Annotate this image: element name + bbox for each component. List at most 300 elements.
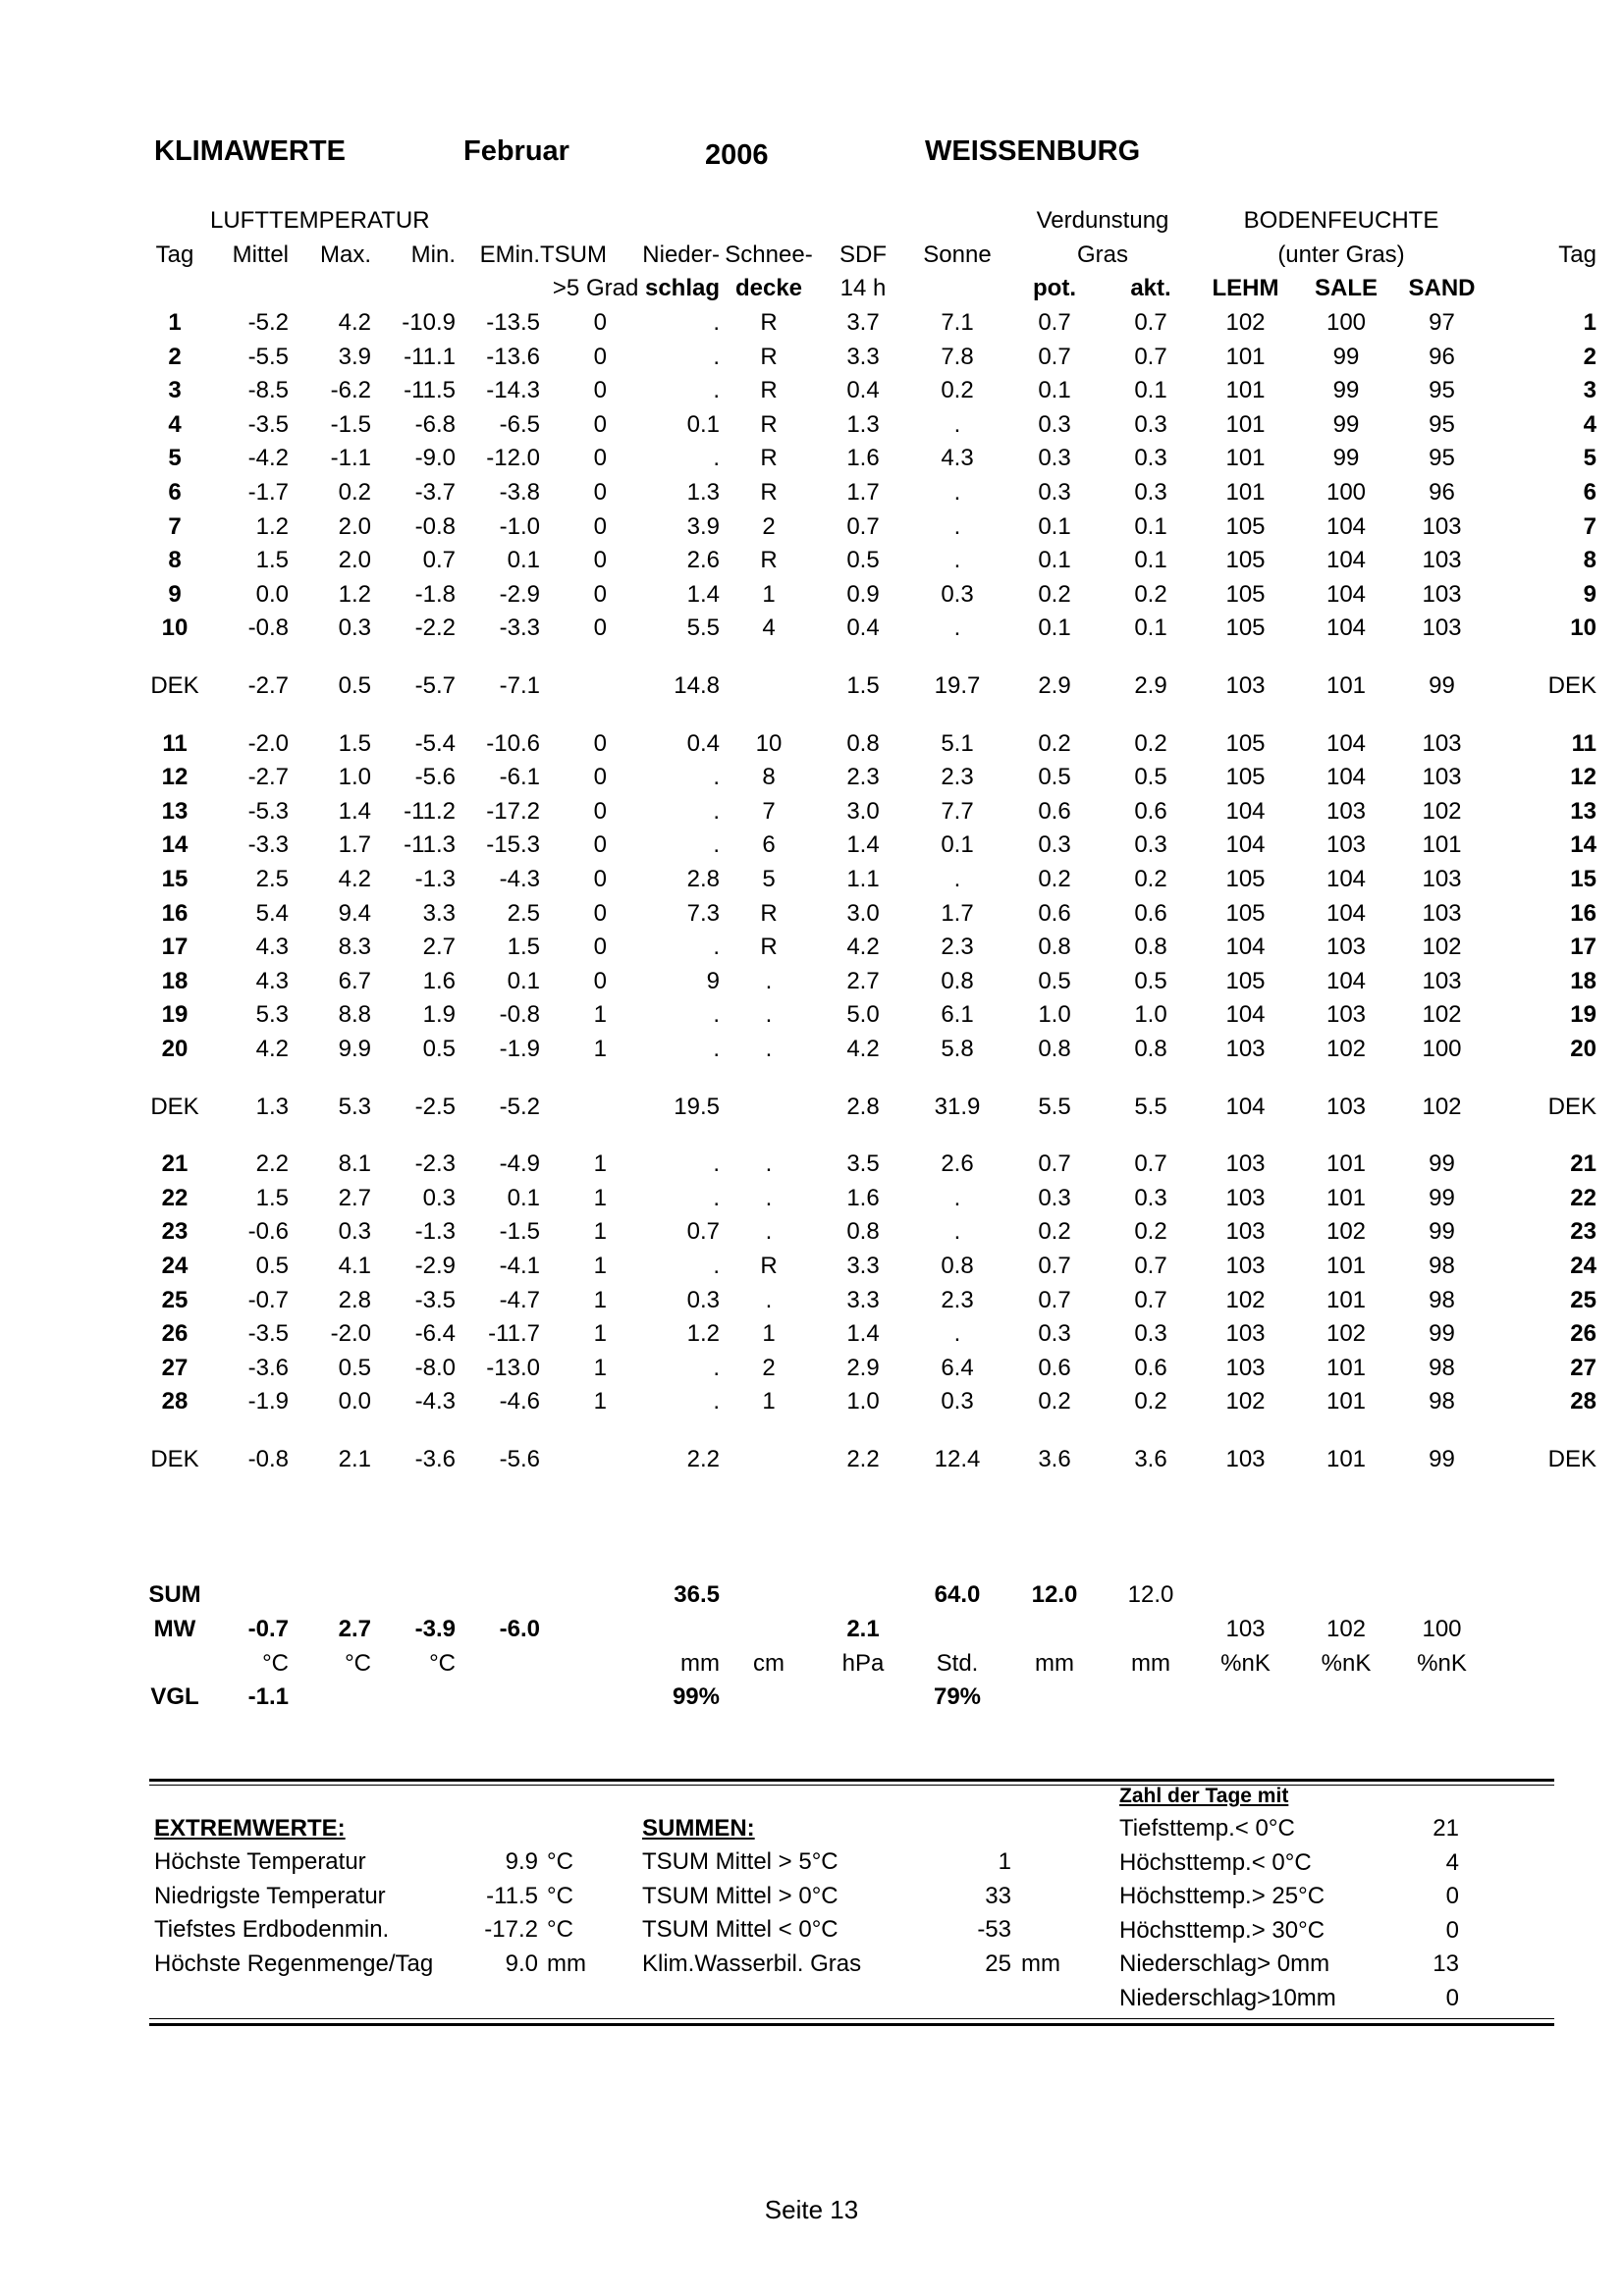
cell-tsum bbox=[540, 1090, 607, 1124]
cell-pot: 0.3 bbox=[1038, 1184, 1071, 1211]
cell-tag: 20 bbox=[161, 1035, 189, 1062]
cell-nieder bbox=[607, 1613, 720, 1647]
cell-sonne: . bbox=[953, 479, 961, 507]
cell-sand: 103 bbox=[1422, 729, 1462, 757]
cell-emin: -7.1 bbox=[499, 672, 540, 700]
cell-sdf: 3.3 bbox=[846, 343, 880, 370]
cell-emin: 0.1 bbox=[507, 1184, 540, 1211]
cell-max: 4.2 bbox=[338, 865, 371, 892]
cell-lehm: 105 bbox=[1225, 967, 1266, 994]
cell-tag: 1 bbox=[168, 309, 182, 337]
cell-emin: 1.5 bbox=[507, 934, 540, 961]
cell-tsum: 0 bbox=[593, 934, 607, 961]
cell-tsum: 1 bbox=[593, 1001, 607, 1029]
cell-sonne: 7.7 bbox=[941, 797, 974, 825]
days-count-value: 0 bbox=[1445, 1916, 1459, 1944]
cell-tsum bbox=[540, 1646, 607, 1681]
climate-table bbox=[145, 204, 1596, 1715]
cell-tag: 21 bbox=[161, 1150, 189, 1178]
cell-sonne: 0.3 bbox=[941, 1388, 974, 1415]
cell-mittel: -0.7 bbox=[247, 1616, 289, 1643]
cell-tsum: 0 bbox=[593, 445, 607, 472]
cell-akt: 5.5 bbox=[1134, 1093, 1167, 1120]
cell-tag-right: DEK bbox=[1547, 1445, 1596, 1472]
cell-pot: 0.2 bbox=[1038, 580, 1071, 608]
cell-sdf: 3.0 bbox=[846, 899, 880, 927]
cell-nieder: 2.8 bbox=[686, 865, 720, 892]
cell-pot bbox=[1006, 1681, 1103, 1715]
cell-emin: -3.3 bbox=[499, 614, 540, 642]
cell-nieder: . bbox=[713, 1001, 720, 1029]
cell-lehm: 105 bbox=[1225, 764, 1266, 791]
cell-sonne: . bbox=[953, 547, 961, 574]
cell-lehm: 103 bbox=[1225, 1354, 1266, 1381]
extreme-value: -11.5 bbox=[486, 1882, 538, 1909]
cell-tag-right: 3 bbox=[1583, 377, 1596, 404]
cell-tag-right: 7 bbox=[1583, 512, 1596, 540]
cell-akt: 0.1 bbox=[1134, 547, 1167, 574]
cell-nieder: 9 bbox=[706, 967, 720, 994]
cell-schnee: R bbox=[760, 410, 778, 438]
cell-tag: 19 bbox=[161, 1001, 189, 1029]
cell-tsum: 0 bbox=[593, 410, 607, 438]
extreme-value: 9.0 bbox=[505, 1949, 538, 1977]
cell-sand: 99 bbox=[1429, 1445, 1455, 1472]
day-row bbox=[145, 964, 1596, 998]
cell-nieder: 0.3 bbox=[686, 1286, 720, 1313]
cell-schnee: 8 bbox=[762, 764, 776, 791]
cell-mittel: 4.3 bbox=[255, 967, 289, 994]
cell-sale: 102 bbox=[1325, 1616, 1367, 1643]
cell-pot: 0.6 bbox=[1038, 1354, 1071, 1381]
cell-min: -4.3 bbox=[414, 1388, 456, 1415]
cell-pot: 0.3 bbox=[1038, 479, 1071, 507]
days-count-value: 0 bbox=[1445, 1985, 1459, 2011]
cell-sale: 101 bbox=[1325, 1252, 1367, 1279]
cell-min: -2.3 bbox=[414, 1150, 456, 1178]
cell-sale: 99 bbox=[1332, 377, 1360, 404]
cell-lehm: 103 bbox=[1225, 1320, 1266, 1348]
cell-tag-right: 17 bbox=[1570, 934, 1596, 961]
cell-sonne: 19.7 bbox=[934, 672, 981, 700]
cell-pot: 0.7 bbox=[1038, 1252, 1071, 1279]
cell-tag: 24 bbox=[161, 1252, 189, 1279]
col-min: Min. bbox=[410, 240, 456, 268]
cell-sdf: 1.1 bbox=[846, 865, 880, 892]
cell-tag-right: 23 bbox=[1570, 1218, 1596, 1246]
day-row bbox=[145, 1148, 1596, 1182]
cell-schnee: . bbox=[765, 967, 773, 994]
cell-pot: 0.6 bbox=[1038, 899, 1071, 927]
cell-max: 0.2 bbox=[338, 479, 371, 507]
cell-sale: 102 bbox=[1325, 1218, 1367, 1246]
cell-sonne: . bbox=[953, 1320, 961, 1348]
sum-row bbox=[145, 1578, 1596, 1613]
cell-lehm: 102 bbox=[1225, 1286, 1266, 1313]
cell-min bbox=[371, 1578, 456, 1613]
cell-sale: 101 bbox=[1325, 672, 1367, 700]
row-spacer bbox=[145, 703, 1596, 726]
cell-sonne: 4.3 bbox=[941, 445, 974, 472]
cell-nieder: 2.6 bbox=[686, 547, 720, 574]
cell-emin: -13.5 bbox=[486, 309, 540, 337]
cell-tsum: 0 bbox=[593, 764, 607, 791]
cell-tsum: 0 bbox=[593, 343, 607, 370]
cell-lehm: 104 bbox=[1225, 797, 1266, 825]
col-tag: Tag bbox=[155, 240, 194, 268]
cell-sonne: 0.8 bbox=[941, 1252, 974, 1279]
cell-schnee: 1 bbox=[762, 1320, 776, 1348]
cell-min: 2.7 bbox=[422, 934, 456, 961]
cell-max: 6.7 bbox=[338, 967, 371, 994]
cell-tag-right: 4 bbox=[1583, 410, 1596, 438]
cell-tsum: 1 bbox=[593, 1184, 607, 1211]
cell-min: -3.6 bbox=[414, 1445, 456, 1472]
cell-tsum: 0 bbox=[593, 865, 607, 892]
cell-sonne: 6.1 bbox=[941, 1001, 974, 1029]
cell-lehm: 105 bbox=[1225, 547, 1266, 574]
cell-sand: 98 bbox=[1429, 1388, 1455, 1415]
cell-tag: 13 bbox=[161, 797, 189, 825]
cell-sonne: . bbox=[953, 614, 961, 642]
day-row bbox=[145, 374, 1596, 408]
cell-max: 0.0 bbox=[338, 1388, 371, 1415]
cell-akt: mm bbox=[1131, 1649, 1170, 1677]
cell-tsum: 0 bbox=[593, 479, 607, 507]
cell-schnee: R bbox=[760, 934, 778, 961]
cell-akt: 0.5 bbox=[1134, 764, 1167, 791]
cell-min: 0.7 bbox=[422, 547, 456, 574]
cell-akt: 0.3 bbox=[1134, 445, 1167, 472]
cell-akt: 0.7 bbox=[1134, 1252, 1167, 1279]
cell-nieder: . bbox=[713, 377, 720, 404]
cell-sonne bbox=[908, 1613, 1006, 1647]
report-header bbox=[0, 135, 1623, 175]
cell-mittel: 5.4 bbox=[255, 899, 289, 927]
cell-akt: 0.8 bbox=[1134, 934, 1167, 961]
cell-nieder: 14.8 bbox=[674, 672, 720, 700]
cell-tag: 5 bbox=[168, 445, 182, 472]
cell-lehm: 101 bbox=[1225, 445, 1266, 472]
cell-sonne: 2.6 bbox=[941, 1150, 974, 1178]
cell-min: -6.4 bbox=[414, 1320, 456, 1348]
cell-min: -5.4 bbox=[414, 729, 456, 757]
cell-lehm: 101 bbox=[1225, 343, 1266, 370]
cell-tag: VGL bbox=[150, 1683, 199, 1711]
divider-top-thin bbox=[149, 1785, 1554, 1786]
extreme-unit: mm bbox=[547, 1949, 586, 1977]
cell-tag-right: 22 bbox=[1570, 1184, 1596, 1211]
cell-tag-right: 13 bbox=[1570, 797, 1596, 825]
cell-sdf: 3.5 bbox=[846, 1150, 880, 1178]
cell-max: -6.2 bbox=[330, 377, 371, 404]
cell-sale: 101 bbox=[1325, 1445, 1367, 1472]
cell-nieder: 3.9 bbox=[686, 512, 720, 540]
cell-emin: -3.8 bbox=[499, 479, 540, 507]
cell-emin: -1.0 bbox=[499, 512, 540, 540]
col-sdf: SDF bbox=[839, 240, 887, 268]
day-row bbox=[145, 408, 1596, 443]
day-row bbox=[145, 863, 1596, 897]
cell-tsum: 1 bbox=[593, 1320, 607, 1348]
cell-schnee bbox=[720, 1578, 818, 1613]
cell-mittel: -3.5 bbox=[247, 1320, 289, 1348]
day-row bbox=[145, 896, 1596, 931]
cell-emin: -4.6 bbox=[499, 1388, 540, 1415]
cell-lehm: 105 bbox=[1225, 614, 1266, 642]
cell-emin: -17.2 bbox=[486, 797, 540, 825]
cell-sale: 104 bbox=[1325, 580, 1367, 608]
day-row bbox=[145, 931, 1596, 965]
day-row bbox=[145, 795, 1596, 829]
col-lehm: LEHM bbox=[1212, 275, 1279, 302]
extremes-heading: EXTREMWERTE: bbox=[154, 1815, 346, 1842]
cell-tsum bbox=[540, 1613, 607, 1647]
cell-sand: 95 bbox=[1429, 445, 1455, 472]
cell-sale: 99 bbox=[1332, 343, 1360, 370]
cell-tag: DEK bbox=[150, 1093, 199, 1120]
col-14h: 14 h bbox=[839, 275, 887, 302]
column-header-row bbox=[145, 239, 1596, 273]
cell-pot: 0.1 bbox=[1038, 512, 1071, 540]
cell-pot: 3.6 bbox=[1038, 1445, 1071, 1472]
cell-akt: 0.6 bbox=[1134, 1354, 1167, 1381]
col-akt: akt. bbox=[1130, 275, 1171, 302]
cell-tag-right bbox=[1484, 1578, 1596, 1613]
cell-tag: DEK bbox=[150, 1445, 199, 1472]
cell-sand: 98 bbox=[1429, 1252, 1455, 1279]
page-number: Seite 13 bbox=[764, 2195, 859, 2224]
sum-value: 1 bbox=[998, 1848, 1011, 1875]
day-row bbox=[145, 761, 1596, 795]
cell-emin: -10.6 bbox=[486, 729, 540, 757]
col-max: Max. bbox=[319, 240, 371, 268]
cell-sdf: 1.0 bbox=[846, 1388, 880, 1415]
cell-max: 9.4 bbox=[338, 899, 371, 927]
cell-tsum: 1 bbox=[593, 1354, 607, 1381]
cell-sonne: . bbox=[953, 1184, 961, 1211]
cell-tag: DEK bbox=[150, 672, 199, 700]
cell-sand: 96 bbox=[1429, 479, 1455, 507]
divider-bottom bbox=[149, 2023, 1554, 2026]
cell-schnee: cm bbox=[753, 1649, 784, 1677]
cell-mittel: -1.7 bbox=[247, 479, 289, 507]
cell-emin: 0.1 bbox=[507, 547, 540, 574]
cell-akt: 0.3 bbox=[1134, 1320, 1167, 1348]
cell-tag-right bbox=[1484, 1646, 1596, 1681]
cell-sdf: 0.9 bbox=[846, 580, 880, 608]
days-count-label: Tiefsttemp.< 0°C bbox=[1119, 1815, 1295, 1842]
cell-max bbox=[289, 1681, 371, 1715]
cell-mittel: 2.2 bbox=[255, 1150, 289, 1178]
day-row bbox=[145, 1250, 1596, 1284]
cell-min: -2.2 bbox=[414, 614, 456, 642]
cell-min: -11.1 bbox=[404, 343, 456, 370]
cell-sdf: hPa bbox=[841, 1649, 885, 1677]
cell-sdf: 1.3 bbox=[846, 410, 880, 438]
extreme-value: 9.9 bbox=[505, 1848, 538, 1875]
cell-min: -1.8 bbox=[414, 580, 456, 608]
cell-tsum: 0 bbox=[593, 512, 607, 540]
cell-sdf: 2.7 bbox=[846, 967, 880, 994]
cell-sand: 100 bbox=[1422, 1035, 1462, 1062]
cell-max: 0.3 bbox=[338, 1218, 371, 1246]
cell-nieder: . bbox=[713, 445, 720, 472]
cell-sand: 103 bbox=[1422, 764, 1462, 791]
cell-tsum: 0 bbox=[593, 547, 607, 574]
cell-max bbox=[289, 1578, 371, 1613]
cell-schnee: R bbox=[760, 899, 778, 927]
cell-mittel: -0.8 bbox=[247, 614, 289, 642]
cell-max: 2.1 bbox=[338, 1445, 371, 1472]
cell-mittel: -4.2 bbox=[247, 445, 289, 472]
cell-tag: 14 bbox=[161, 831, 189, 859]
cell-sale: 104 bbox=[1325, 865, 1367, 892]
cell-mittel: -1.1 bbox=[247, 1683, 289, 1711]
cell-lehm: 103 bbox=[1225, 672, 1266, 700]
sum-label: TSUM Mittel > 0°C bbox=[642, 1882, 839, 1909]
cell-pot: 0.2 bbox=[1038, 1218, 1071, 1246]
cell-max: °C bbox=[345, 1649, 371, 1677]
cell-sale: 102 bbox=[1325, 1320, 1367, 1348]
cell-tag: 6 bbox=[168, 479, 182, 507]
cell-tag-right: 16 bbox=[1570, 899, 1596, 927]
col-emin: EMin. bbox=[479, 240, 540, 268]
cell-emin: -5.6 bbox=[499, 1445, 540, 1472]
cell-tag: 15 bbox=[161, 865, 189, 892]
units-row bbox=[145, 1646, 1596, 1681]
cell-nieder: . bbox=[713, 1252, 720, 1279]
dekade-row bbox=[145, 1443, 1596, 1477]
days-count-label: Höchsttemp.> 30°C bbox=[1119, 1916, 1325, 1944]
cell-sonne: 0.3 bbox=[941, 580, 974, 608]
cell-mittel: 4.3 bbox=[255, 934, 289, 961]
cell-schnee bbox=[720, 1613, 818, 1647]
days-count-label: Niederschlag> 0mm bbox=[1119, 1950, 1330, 1978]
cell-nieder: 5.5 bbox=[686, 614, 720, 642]
cell-tag: 10 bbox=[161, 614, 189, 642]
cell-sale: 100 bbox=[1325, 309, 1367, 337]
cell-sonne: 5.8 bbox=[941, 1035, 974, 1062]
cell-pot: 0.7 bbox=[1038, 309, 1071, 337]
cell-tag: 23 bbox=[161, 1218, 189, 1246]
cell-sand: 102 bbox=[1422, 934, 1462, 961]
cell-tsum: 0 bbox=[593, 729, 607, 757]
cell-sonne: 7.1 bbox=[941, 309, 974, 337]
cell-emin: -13.6 bbox=[486, 343, 540, 370]
cell-lehm: 101 bbox=[1225, 377, 1266, 404]
cell-mittel: -2.7 bbox=[247, 764, 289, 791]
sum-label: TSUM Mittel > 5°C bbox=[642, 1848, 839, 1875]
cell-min: -3.9 bbox=[414, 1616, 456, 1643]
day-row bbox=[145, 306, 1596, 341]
cell-nieder: 1.2 bbox=[686, 1320, 720, 1348]
day-row bbox=[145, 1215, 1596, 1250]
col-grad: >5 Grad bbox=[552, 275, 639, 302]
cell-sand: 97 bbox=[1429, 309, 1455, 337]
cell-sand: %nK bbox=[1417, 1649, 1467, 1677]
cell-min: -3.5 bbox=[414, 1286, 456, 1313]
cell-min: -1.3 bbox=[414, 1218, 456, 1246]
cell-tag: MW bbox=[153, 1616, 196, 1643]
cell-schnee bbox=[720, 1443, 818, 1477]
cell-lehm: 103 bbox=[1225, 1252, 1266, 1279]
cell-schnee: R bbox=[760, 1252, 778, 1279]
cell-schnee bbox=[720, 669, 818, 704]
row-spacer bbox=[145, 1066, 1596, 1090]
day-row bbox=[145, 1033, 1596, 1067]
cell-pot: 0.5 bbox=[1038, 967, 1071, 994]
cell-sale: 101 bbox=[1325, 1150, 1367, 1178]
cell-nieder: 2.2 bbox=[686, 1445, 720, 1472]
cell-akt: 0.6 bbox=[1134, 899, 1167, 927]
cell-sonne: 0.2 bbox=[941, 377, 974, 404]
cell-min: -2.9 bbox=[414, 1252, 456, 1279]
cell-tsum: 1 bbox=[593, 1150, 607, 1178]
day-row bbox=[145, 998, 1596, 1033]
cell-nieder: 1.3 bbox=[686, 479, 720, 507]
cell-sonne: 7.8 bbox=[941, 343, 974, 370]
cell-schnee: . bbox=[765, 1035, 773, 1062]
cell-akt: 0.6 bbox=[1134, 797, 1167, 825]
cell-max: 0.5 bbox=[338, 1354, 371, 1381]
day-row bbox=[145, 1283, 1596, 1317]
days-count-value: 0 bbox=[1445, 1883, 1459, 1910]
cell-lehm: 103 bbox=[1225, 1150, 1266, 1178]
cell-sonne: 79% bbox=[933, 1683, 982, 1711]
cell-tsum: 1 bbox=[593, 1252, 607, 1279]
extreme-label: Niedrigste Temperatur bbox=[154, 1882, 386, 1909]
cell-tag-right: 14 bbox=[1570, 831, 1596, 859]
cell-sale: 101 bbox=[1325, 1388, 1367, 1415]
cell-tsum: 1 bbox=[593, 1388, 607, 1415]
cell-mittel: -5.5 bbox=[247, 343, 289, 370]
cell-sonne: . bbox=[953, 865, 961, 892]
cell-schnee: 1 bbox=[762, 1388, 776, 1415]
cell-schnee: R bbox=[760, 445, 778, 472]
cell-max: 8.8 bbox=[338, 1001, 371, 1029]
cell-tsum: 0 bbox=[593, 797, 607, 825]
cell-max: 3.9 bbox=[338, 343, 371, 370]
cell-emin: -5.2 bbox=[499, 1093, 540, 1120]
cell-min: -6.8 bbox=[414, 410, 456, 438]
cell-lehm: 104 bbox=[1225, 1001, 1266, 1029]
cell-sonne: 0.8 bbox=[941, 967, 974, 994]
cell-tsum: 0 bbox=[593, 580, 607, 608]
cell-tsum: 0 bbox=[593, 377, 607, 404]
day-row bbox=[145, 544, 1596, 578]
cell-min: -8.0 bbox=[414, 1354, 456, 1381]
cell-nieder: 0.4 bbox=[686, 729, 720, 757]
sum-label: TSUM Mittel < 0°C bbox=[642, 1916, 839, 1944]
cell-tag-right: 10 bbox=[1570, 614, 1596, 642]
cell-sdf bbox=[818, 1578, 908, 1613]
cell-max: 8.1 bbox=[338, 1150, 371, 1178]
cell-nieder: 99% bbox=[672, 1683, 720, 1711]
cell-max: 0.3 bbox=[338, 614, 371, 642]
day-row bbox=[145, 828, 1596, 863]
cell-sdf: 2.9 bbox=[846, 1354, 880, 1381]
cell-sonne: . bbox=[953, 512, 961, 540]
days-count-label: Höchsttemp.> 25°C bbox=[1119, 1883, 1325, 1910]
cell-pot: mm bbox=[1035, 1649, 1074, 1677]
cell-max: 2.8 bbox=[338, 1286, 371, 1313]
cell-tag: 25 bbox=[161, 1286, 189, 1313]
col-mittel: Mittel bbox=[232, 240, 289, 268]
cell-sand: 99 bbox=[1429, 1320, 1455, 1348]
row-spacer bbox=[145, 1476, 1596, 1578]
cell-pot: 0.3 bbox=[1038, 410, 1071, 438]
